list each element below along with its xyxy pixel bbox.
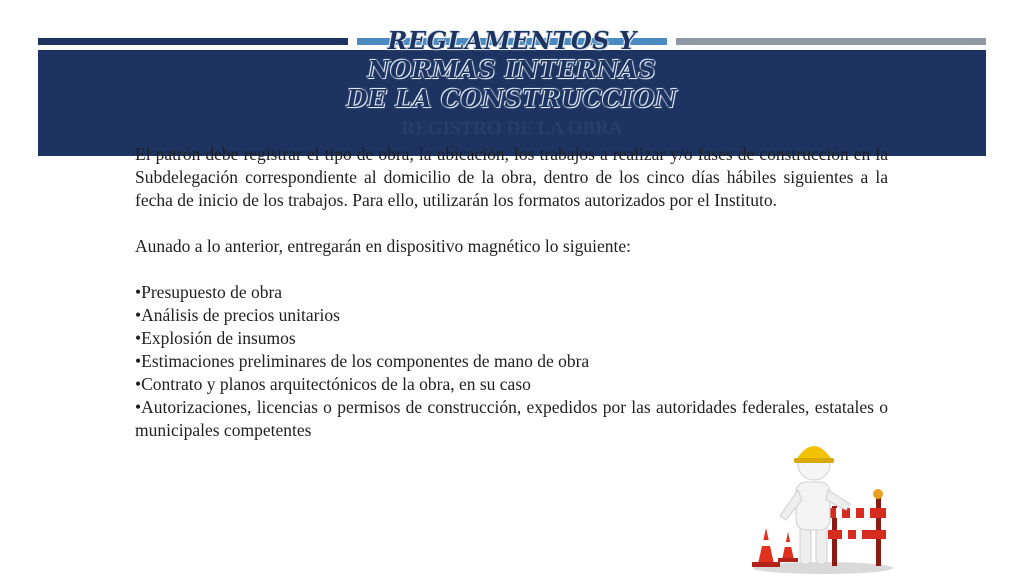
list-item: •Análisis de precios unitarios bbox=[135, 305, 340, 325]
intro-paragraph: El patrón debe registrar el tipo de obra, la ubicación, los trabajos a realizar y/o fases de construcción en la Subdelegación correspondiente al domicilio de la obra, dentro de los cinco días hábiles siguientes a la fecha de inicio de los trabajos. Para ello, utilizarán los formatos autorizados por el Instituto. bbox=[135, 144, 888, 210]
body-text bbox=[135, 143, 888, 442]
section-heading: REGISTRO DE LA OBRA bbox=[401, 118, 623, 139]
slide-title bbox=[262, 26, 762, 113]
list-item: •Explosión de insumos bbox=[135, 328, 296, 348]
list-item: •Estimaciones preliminares de los componentes de mano de obra bbox=[135, 351, 590, 371]
title-line: REGLAMENTOS Y bbox=[387, 26, 637, 55]
title-line: DE LA CONSTRUCCION bbox=[346, 84, 678, 113]
traffic-cone-icon bbox=[778, 532, 798, 562]
list-item: •Contrato y planos arquitectónicos de la obra, en su caso bbox=[135, 374, 531, 394]
traffic-cone-icon bbox=[752, 528, 780, 567]
lead-paragraph: Aunado a lo anterior, entregarán en dispositivo magnético lo siguiente: bbox=[135, 236, 631, 256]
title-line: NORMAS INTERNAS bbox=[367, 55, 657, 84]
list-item: •Presupuesto de obra bbox=[135, 282, 283, 302]
list-item: •Autorizaciones, licencias o permisos de construcción, expedidos por las autoridades federales, estatales o municipales competentes bbox=[135, 397, 888, 440]
construction-worker-illustration-icon bbox=[738, 424, 898, 576]
requirements-list bbox=[135, 281, 888, 442]
